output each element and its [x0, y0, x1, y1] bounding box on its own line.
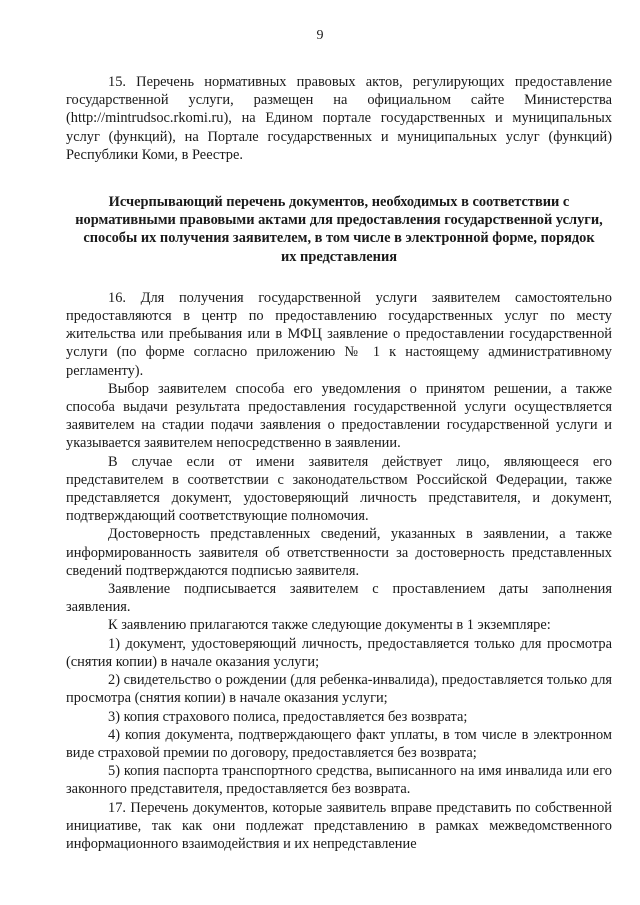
paragraph-reliability: Достоверность представленных сведений, указанных в заявлении, а также информированность заявителя об ответственности за достоверность представленных сведений подтверждаются подписью заявителя.: [66, 526, 612, 579]
paragraph-attachments-intro: К заявлению прилагаются также следующие документы в 1 экземпляре:: [108, 617, 551, 634]
page-number: 9: [316, 28, 324, 43]
list-item-1: 1) документ, удостоверяющий личность, предоставляется только для просмотра (снятия копии) в начале оказания услуги;: [66, 635, 612, 670]
document-body: [66, 73, 612, 853]
list-item-3: 3) копия страхового полиса, предоставляется без возврата;: [108, 708, 468, 725]
paragraph-signature: Заявление подписывается заявителем с проставлением даты заполнения заявления.: [66, 581, 612, 616]
paragraph-representative: В случае если от имени заявителя действует лицо, являющееся его представителем в соответствии с законодательством Российской Федерации, также представляется документ, удостоверяющий личность представителя, и документ, подтверждающий соответствующие полномочия.: [66, 453, 612, 525]
paragraph-15: 15. Перечень нормативных правовых актов, регулирующих предоставление государственной услуги, размещен на официальном сайте Министерства (http://mintrudsoc.rkomi.ru), на Едином портале государственных и муниципальных услуг (функций), на Портале государственных и муниципальных услуг (функций) Республики Коми, в Реестре.: [66, 74, 612, 163]
section-heading: Исчерпывающий перечень документов, необходимых в соответствии с нормативными правовыми актами для предоставления государственной услуги, способы их получения заявителем, в том числе в электронной форме, порядок их представления: [75, 194, 603, 265]
list-item-5: 5) копия паспорта транспортного средства, выписанного на имя инвалида или его законного представителя, предоставляется без возврата.: [66, 763, 612, 798]
list-item-2: 2) свидетельство о рождении (для ребенка-инвалида), предоставляется только для просмотра (снятия копии) в начале оказания услуги;: [66, 672, 612, 707]
paragraph-notification-choice: Выбор заявителем способа его уведомления о принятом решении, а также способа выдачи результата предоставления государственной услуги осуществляется заявителем на стадии подачи заявления о предоставлении государственной услуги и указывается заявителем непосредственно в заявлении.: [66, 380, 612, 452]
list-item-4: 4) копия документа, подтверждающего факт уплаты, в том числе в электронном виде страховой премии по договору, предоставляется без возврата;: [66, 726, 612, 761]
paragraph-16: 16. Для получения государственной услуги заявителем самостоятельно предоставляются в центр по предоставлению государственных услуг по месту жительства или пребывания или в МФЦ заявление о предоставлении государственной услуги (по форме согласно приложению № 1 к настоящему административному регламенту).: [66, 289, 612, 379]
paragraph-17: 17. Перечень документов, которые заявитель вправе представить по собственной инициативе, так как они подлежат представлению в рамках межведомственного информационного взаимодействия и их непредставление: [66, 799, 612, 852]
